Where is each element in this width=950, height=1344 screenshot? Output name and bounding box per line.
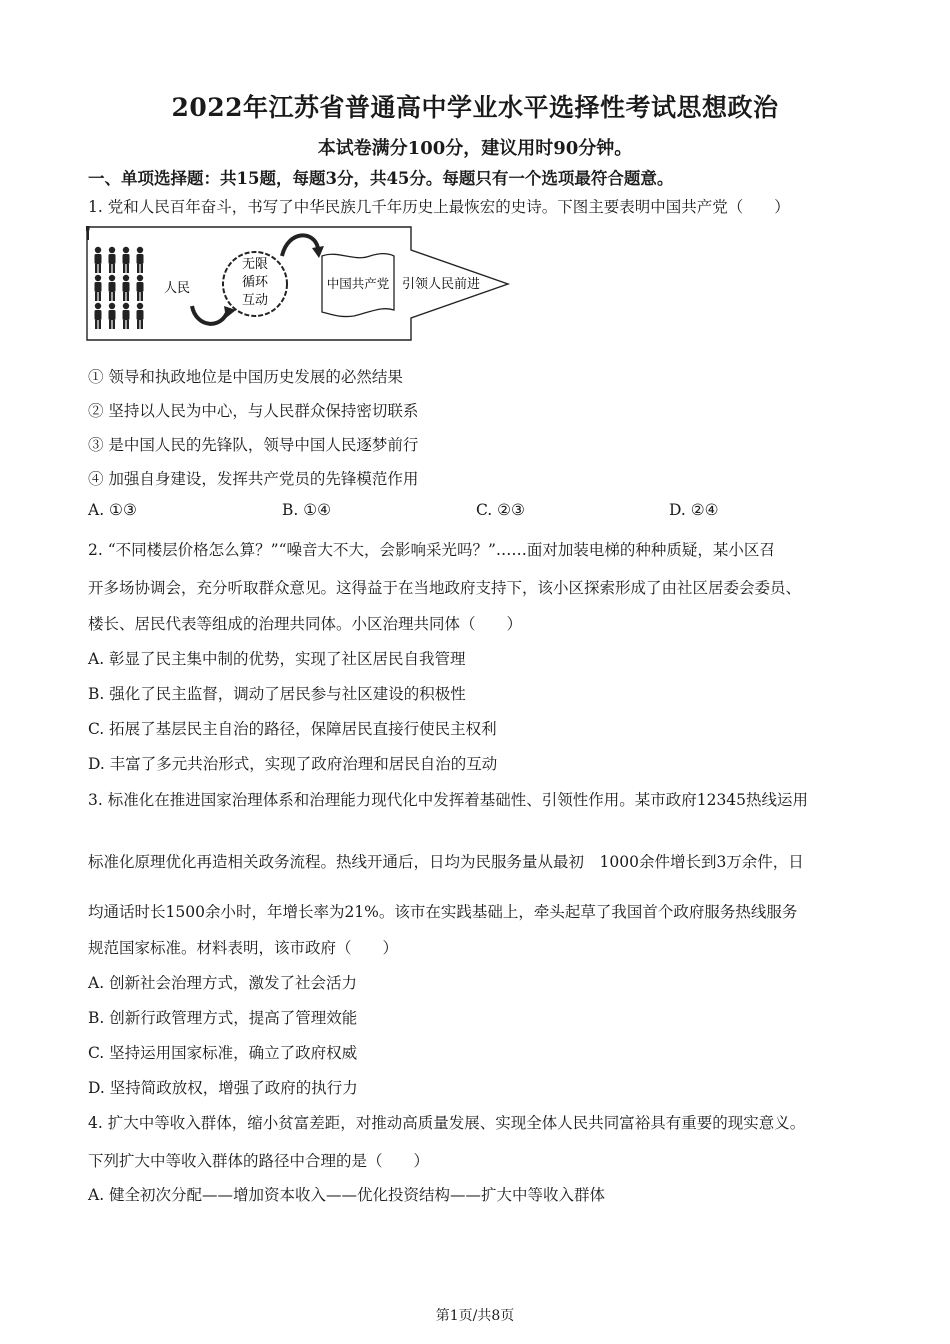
q1-stem: 1. 党和人民百年奋斗，书写了中华民族几千年历史上最恢宏的史诗。下图主要表明中国共产党（ ） [88,198,790,216]
cycle-label-3: 互动 [241,293,269,308]
q3-stem-line-4: 规范国家标准。材料表明，该市政府（ ） [88,939,399,957]
q3-stem-line-3: 均通话时长1500余小时，年增长率为21%。该市在实践基础上，牵头起草了我国首个政府服务热线服务 [88,903,798,921]
exam-subtitle: 本试卷满分100分，建议用时90分钟。 [317,138,633,159]
party-label: 中国共产党 [326,276,390,291]
q2-stem-line-1: 2. “不同楼层价格怎么算？”“噪音大不大，会影响采光吗？”……面对加装电梯的种种质疑，某小区召 [88,541,775,559]
q2-stem-line-2: 开多场协调会，充分听取群众意见。这得益于在当地政府支持下，该小区探索形成了由社区居委会委员、 [88,579,802,597]
q4-stem-line-1: 4. 扩大中等收入群体，缩小贫富差距，对推动高质量发展、实现全体人民共同富裕具有重要的现实意义。 [88,1114,806,1132]
q1-item-1: ① 领导和执政地位是中国历史发展的必然结果 [88,368,403,386]
q3-stem-line-2: 标准化原理优化再造相关政务流程。热线开通后，日均为民服务量从最初 1000余件增长到3万余件，日 [88,853,804,871]
cycle-label-1: 无限 [241,257,269,272]
q2-option-b[interactable]: B. 强化了民主监督，调动了居民参与社区建设的积极性 [88,685,466,703]
people-icon [86,226,144,329]
q3-option-d[interactable]: D. 坚持简政放权，增强了政府的执行力 [88,1079,358,1097]
q3-option-c[interactable]: C. 坚持运用国家标准，确立了政府权威 [88,1044,358,1062]
q3-option-a[interactable]: A. 创新社会治理方式，激发了社会活力 [88,974,358,992]
q3-option-b[interactable]: B. 创新行政管理方式，提高了管理效能 [88,1009,358,1027]
q1-item-4: ④ 加强自身建设，发挥共产党员的先锋模范作用 [88,470,419,488]
section-heading: 一、单项选择题：共15题，每题3分，共45分。每题只有一个选项最符合题意。 [88,169,674,188]
curved-arrow-lower [192,306,228,324]
q2-option-a[interactable]: A. 彰显了民主集中制的优势，实现了社区居民自我管理 [88,650,466,668]
arrow-label: 引领人民前进 [402,277,481,292]
q1-option-a[interactable]: A. ①③ [88,501,137,519]
page-number: 第1页/共8页 [435,1308,515,1324]
q4-stem-line-2: 下列扩大中等收入群体的路径中合理的是（ ） [88,1152,430,1170]
q4-option-a[interactable]: A. 健全初次分配——增加资本收入——优化投资结构——扩大中等收入群体 [88,1186,606,1204]
q1-option-d[interactable]: D. ②④ [669,501,719,519]
q2-stem-line-3: 楼长、居民代表等组成的治理共同体。小区治理共同体（ ） [88,615,523,633]
q1-option-c[interactable]: C. ②③ [476,501,525,519]
exam-title: 2022年江苏省普通高中学业水平选择性考试思想政治 [171,93,779,122]
q1-options [88,501,848,523]
q3-stem-line-1: 3. 标准化在推进国家治理体系和治理能力现代化中发挥着基础性、引领性作用。某市政府12345热线运用 [88,791,809,809]
curved-arrow-upper [282,235,318,256]
people-label: 人民 [164,281,191,296]
cycle-label-2: 循环 [241,275,269,290]
q1-diagram [86,226,514,342]
q1-option-b[interactable]: B. ①④ [282,501,332,519]
q2-option-c[interactable]: C. 拓展了基层民主自治的路径，保障居民直接行使民主权利 [88,720,497,738]
q1-item-2: ② 坚持以人民为中心，与人民群众保持密切联系 [88,402,419,420]
q2-option-d[interactable]: D. 丰富了多元共治形式，实现了政府治理和居民自治的互动 [88,755,498,773]
q1-item-3: ③ 是中国人民的先锋队，领导中国人民逐梦前行 [88,436,419,454]
